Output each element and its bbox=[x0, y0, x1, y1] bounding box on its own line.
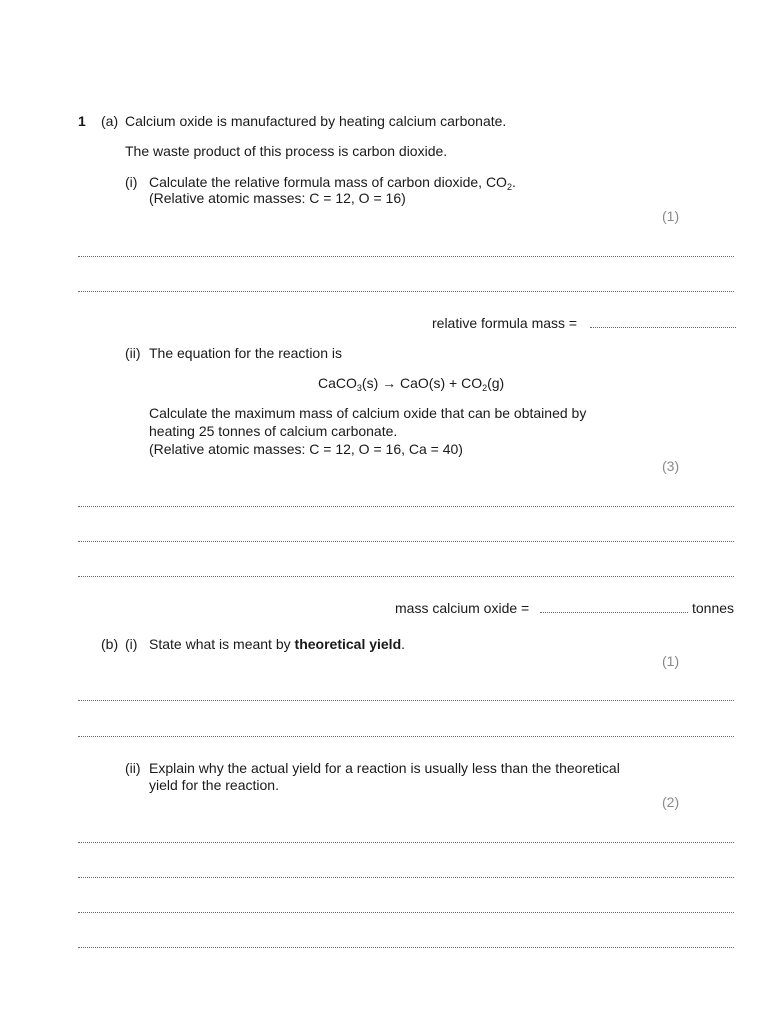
part-b-ii-marks: (2) bbox=[662, 794, 680, 810]
answer-line[interactable] bbox=[78, 291, 734, 292]
answer-line[interactable] bbox=[78, 736, 734, 737]
part-a-i-question: Calculate the relative formula mass of carbon dioxide, $CO_2$. bbox=[149, 174, 516, 192]
part-a-ii-question-line-1: Calculate the maximum mass of calcium oxide that can be obtained by bbox=[149, 405, 587, 421]
question-number: 1 bbox=[78, 113, 86, 129]
reaction-equation: CaCO$_3$(s) → $CaO(s) + CO_2(g)$ bbox=[318, 375, 505, 393]
part-b-ii-question-line-2: yield for the reaction. bbox=[149, 777, 279, 793]
answer-line[interactable] bbox=[78, 541, 734, 542]
part-b-i-marks: (1) bbox=[662, 653, 680, 669]
part-a-i-label: (i) bbox=[125, 174, 138, 190]
part-a-stem: Calcium oxide is manufactured by heating calcium carbonate. bbox=[125, 113, 507, 129]
answer-line[interactable] bbox=[78, 256, 734, 257]
answer-line[interactable] bbox=[78, 877, 734, 878]
relative-formula-mass-label: relative formula mass = bbox=[432, 315, 578, 331]
key-term: theoretical yield bbox=[294, 636, 402, 652]
part-b-i-label: (i) bbox=[125, 636, 138, 652]
part-a-ii-question-line-2: heating 25 tonnes of calcium carbonate. bbox=[149, 423, 398, 439]
mass-unit: tonnes bbox=[692, 600, 735, 616]
mass-calcium-oxide-answer-line[interactable] bbox=[540, 612, 688, 613]
part-a-label: (a) bbox=[101, 113, 119, 129]
answer-line[interactable] bbox=[78, 912, 734, 913]
part-a-i-note: (Relative atomic masses: C = 12, O = 16) bbox=[149, 190, 406, 206]
part-a-ii-note: (Relative atomic masses: C = 12, O = 16, Ca = 40) bbox=[149, 441, 463, 457]
part-a-stem-2: The waste product of this process is carbon dioxide. bbox=[125, 143, 448, 159]
part-a-ii-intro: The equation for the reaction is bbox=[149, 345, 343, 361]
part-b-label: (b) bbox=[101, 636, 119, 652]
part-b-ii-label: (ii) bbox=[125, 760, 141, 776]
answer-line[interactable] bbox=[78, 700, 734, 701]
mass-calcium-oxide-label: mass calcium oxide = bbox=[395, 600, 530, 616]
part-b-ii-question-line-1: Explain why the actual yield for a reaction is usually less than the theoretical bbox=[149, 760, 620, 776]
answer-line[interactable] bbox=[78, 842, 734, 843]
relative-formula-mass-answer-line[interactable] bbox=[590, 327, 736, 328]
part-a-ii-marks: (3) bbox=[662, 458, 680, 474]
answer-line[interactable] bbox=[78, 576, 734, 577]
answer-line[interactable] bbox=[78, 506, 734, 507]
part-a-i-marks: (1) bbox=[662, 208, 680, 224]
answer-line[interactable] bbox=[78, 947, 734, 948]
part-b-i-question: State what is meant by theoretical yield. bbox=[149, 636, 406, 652]
part-a-ii-label: (ii) bbox=[125, 345, 141, 361]
